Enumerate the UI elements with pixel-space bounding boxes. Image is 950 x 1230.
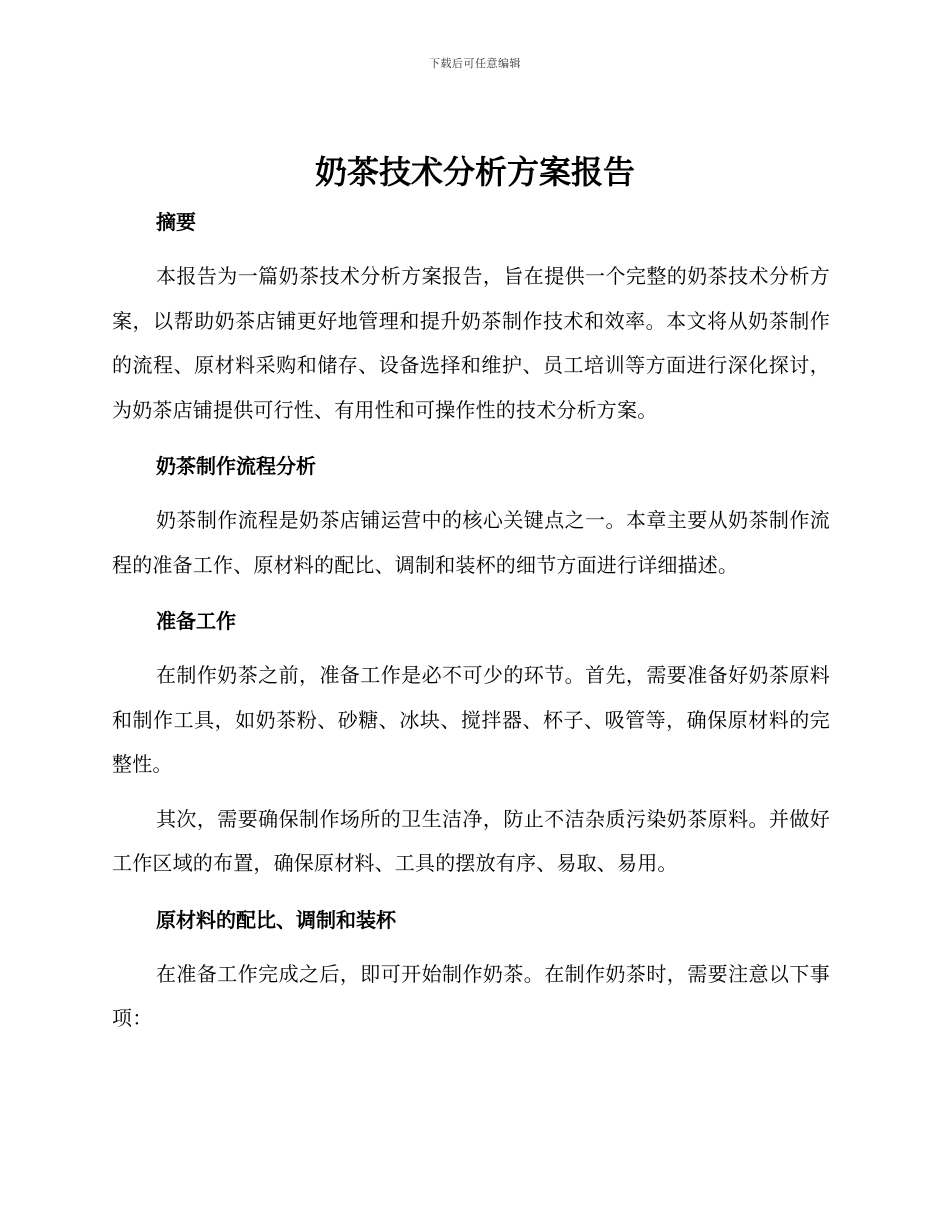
abstract-paragraph: 本报告为一篇奶茶技术分析方案报告，旨在提供一个完整的奶茶技术分析方案，以帮助奶茶店铺更好地管理和提升奶茶制作技术和效率。本文将从奶茶制作的流程、原材料采购和储存、设备选择和维护、员工培训等方面进行深化探讨，为奶茶店铺提供可行性、有用性和可操作性的技术分析方案。 — [112, 264, 830, 422]
prep-heading: 准备工作 — [156, 609, 236, 633]
prep-paragraph-1: 在制作奶茶之前，准备工作是必不可少的环节。首先，需要准备好奶茶原料和制作工具，如奶茶粉、砂糖、冰块、搅拌器、杯子、吸管等，确保原材料的完整性。 — [112, 663, 830, 776]
page-header: 下载后可任意编辑 — [429, 57, 521, 70]
document-body — [112, 200, 830, 1041]
prep-paragraph-2: 其次，需要确保制作场所的卫生洁净，防止不洁杂质污染奶茶原料。并做好工作区域的布置，确保原材料、工具的摆放有序、易取、易用。 — [112, 806, 830, 875]
ratio-heading: 原材料的配比、调制和装杯 — [156, 907, 396, 932]
ratio-paragraph: 在准备工作完成之后，即可开始制作奶茶。在制作奶茶时，需要注意以下事项： — [112, 961, 830, 1030]
process-paragraph: 奶茶制作流程是奶茶店铺运营中的核心关键点之一。本章主要从奶茶制作流程的准备工作、原材料的配比、调制和装杯的细节方面进行详细描述。 — [112, 508, 830, 577]
abstract-heading: 摘要 — [156, 210, 196, 234]
process-heading: 奶茶制作流程分析 — [156, 454, 316, 478]
document-title: 奶茶技术分析方案报告 — [314, 153, 635, 191]
